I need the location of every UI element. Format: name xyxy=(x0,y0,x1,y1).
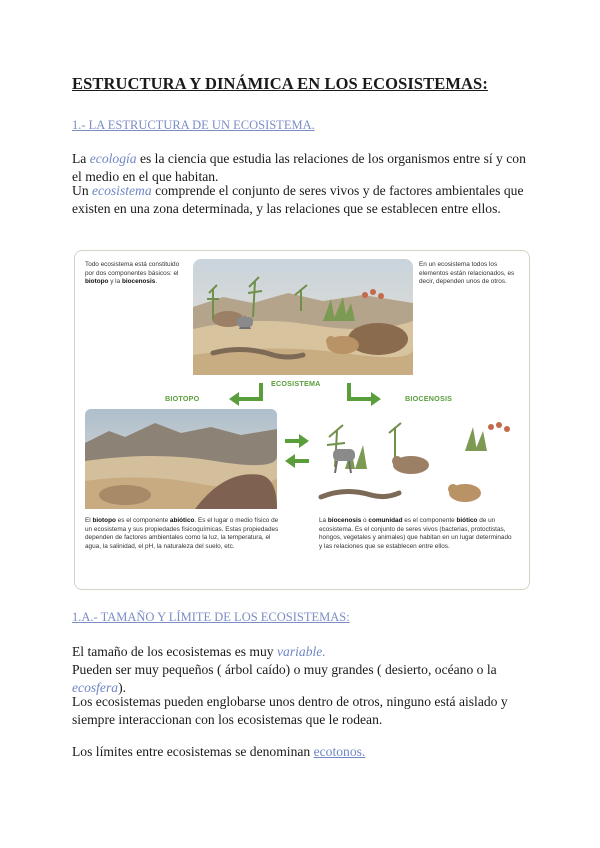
paragraph-tamano: El tamaño de los ecosistemas es muy variable. xyxy=(72,644,326,659)
term-variable: variable. xyxy=(277,644,326,659)
ecosystem-scene-illustration xyxy=(193,259,413,375)
term-ecologia: ecología xyxy=(89,151,137,166)
paragraph-pequenos-grandes: Pueden ser muy pequeños ( árbol caído) o muy grandes ( desierto, océano o la ecosfera). xyxy=(72,662,497,695)
biotopo-illustration xyxy=(85,409,277,509)
paragraph-ecologia: La ecología es la ciencia que estudia las relaciones de los organismos entre sí y con el medio en el que habitan. xyxy=(72,151,526,184)
section-heading-structure: 1.- LA ESTRUCTURA DE UN ECOSISTEMA. xyxy=(72,118,315,132)
exchange-arrows-icon xyxy=(283,431,311,471)
biocenosis-illustration xyxy=(315,407,521,511)
label-ecosistema: ECOSISTEMA xyxy=(271,379,321,388)
split-arrows-icon xyxy=(225,377,385,407)
caption-biotopo: El biotopo es el componente abiótico. Es el lugar o medio físico de un ecosistema y sus propiedades fisicoquímicas. Estas propiedades dependen de factores ambientales como la luz, la temperatura, el agua, la salinidad, el pH, la naturaleza del suelo, etc. xyxy=(85,517,279,550)
term-ecosfera: ecosfera xyxy=(72,680,119,695)
paragraph-limites: Los límites entre ecosistemas se denominan ecotonos. xyxy=(72,744,366,759)
label-biocenosis: BIOCENOSIS xyxy=(405,394,453,403)
paragraph-ecosistema: Un ecosistema comprende el conjunto de seres vivos y de factores ambientales que existen en una zona determinada, y las relaciones que se establecen entre ellos. xyxy=(72,183,524,216)
document-title: ESTRUCTURA Y DINÁMICA EN LOS ECOSISTEMAS: xyxy=(72,74,488,93)
caption-top-right: En un ecosistema todos los elementos están relacionados, es decir, dependen unos de otros. xyxy=(419,261,515,286)
section-heading-size: 1.A.- TAMAÑO Y LÍMITE DE LOS ECOSISTEMAS: xyxy=(72,610,350,624)
caption-biocenosis: La biocenosis o comunidad es el componente biótico de un ecosistema. Es el conjunto de seres vivos (bacterias, protoctistas, hongos, vegetales y animales) que habitan en un lugar determinado y las relaciones que se establecen entre ellos. xyxy=(319,517,512,550)
term-ecosistema: ecosistema xyxy=(92,183,152,198)
link-ecotonos[interactable]: ecotonos. xyxy=(313,744,366,759)
paragraph-englobarse: Los ecosistemas pueden englobarse unos dentro de otros, ninguno está aislado y siempre interaccionan con los ecosistemas que le rodean. xyxy=(72,694,508,727)
caption-top-left: Todo ecosistema está constituido por dos componentes básicos: el biotopo y la biocenosis. xyxy=(85,261,180,286)
ecosystem-figure xyxy=(74,250,530,590)
label-biotopo: BIOTOPO xyxy=(165,394,200,403)
